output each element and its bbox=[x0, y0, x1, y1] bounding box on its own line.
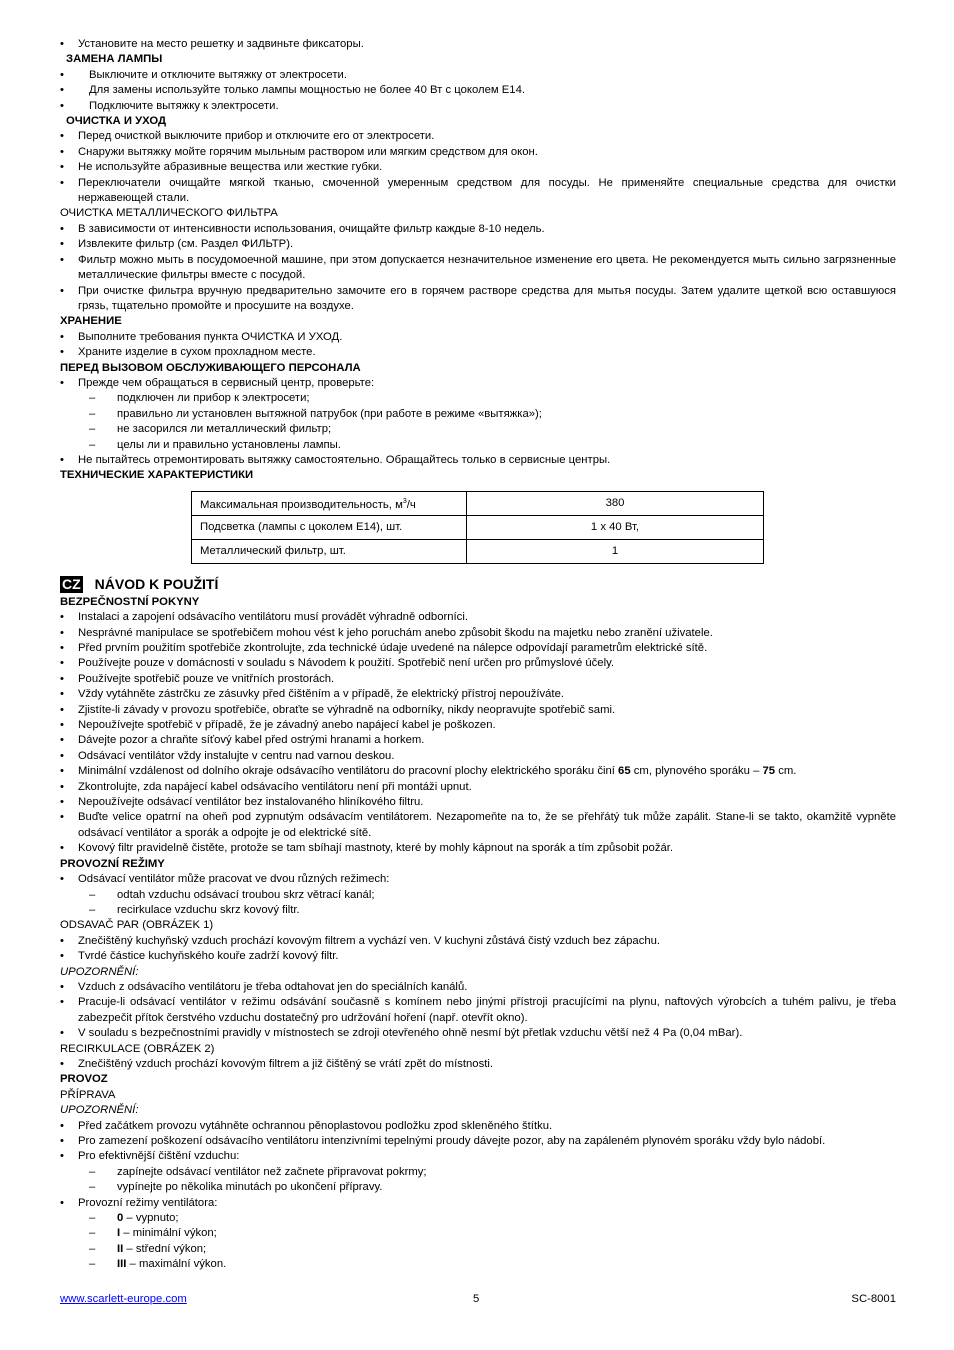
list-item: • Před začátkem provozu vytáhněte ochrannou pěnoplastovou podložku zpod skleněného štítku. bbox=[60, 1119, 896, 1134]
sub-list-item: – подключен ли прибор к электросети; bbox=[60, 391, 896, 406]
section-heading-hood: ODSAVAČ PAR (OBRÁZEK 1) bbox=[60, 919, 214, 932]
list-item: • В зависимости от интенсивности использования, очищайте фильтр каждые 8-10 недель. bbox=[60, 222, 896, 237]
list-item: • Znečištěný kuchyňský vzduch prochází kovovým filtrem a vychází ven. V kuchyni zůstává čistý vzduch bez zápachu. bbox=[60, 934, 896, 949]
list-item: • Извлеките фильтр (см. Раздел ФИЛЬТР). bbox=[60, 237, 896, 252]
list-item: • Vždy vytáhněte zástrčku ze zásuvky před čištěním a v případě, že elektrický přístroj nepoužíváte. bbox=[60, 687, 896, 702]
section-heading-cleaning: ОЧИСТКА И УХОД bbox=[66, 115, 167, 128]
list-item: • Pro efektivnější čištění vzduchu: bbox=[60, 1149, 896, 1164]
section-heading-modes: PROVOZNÍ REŽIMY bbox=[60, 857, 165, 870]
cz-section-header bbox=[60, 575, 896, 595]
list-item: • Перед очисткой выключите прибор и отключите его от электросети. bbox=[60, 129, 896, 144]
table-row bbox=[192, 491, 764, 515]
list-item: • Vzduch z odsávacího ventilátoru je třeba odtahovat jen do speciálních kanálů. bbox=[60, 980, 896, 995]
list-item: • Pro zamezení poškození odsávacího ventilátoru intenzivními tepelnými proudy dávejte pozor, aby na zapáleném plynovém sporáku vždy bylo nádobí. bbox=[60, 1134, 896, 1149]
model-number: SC-8001 bbox=[851, 1293, 896, 1305]
list-item: • Подключите вытяжку к электросети. bbox=[60, 99, 896, 114]
language-badge: CZ bbox=[62, 576, 81, 593]
list-item: • Фильтр можно мыть в посудомоечной машине, при этом допускается незначительное изменение его цвета. Не рекомендуется мыть сильно загрязненные металлические фильтры вместе с посудой. bbox=[60, 253, 896, 284]
list-item: • Переключатели очищайте мягкой тканью, смоченной умеренным средством для посуды. Не применяйте специальные средства для очистки нержавеющей стали. bbox=[60, 176, 896, 207]
sub-list-item: – odtah vzduchu odsávací troubou skrz větrací kanál; bbox=[60, 888, 896, 903]
sub-list-item: – vypínejte po několika minutách po ukončení přípravy. bbox=[60, 1180, 896, 1195]
page-footer bbox=[60, 1293, 896, 1309]
list-item: • При очистке фильтра вручную предварительно замочите его в горячем растворе средства для мытья посуды. Затем удалите щеткой всю оставшуюся грязь, тщательно промойте и просушите на воздухе. bbox=[60, 284, 896, 315]
sub-list-item: – целы ли и правильно установлены лампы. bbox=[60, 438, 896, 453]
section-heading-storage: ХРАНЕНИЕ bbox=[60, 315, 122, 328]
table-cell-label: Подсветка (лампы с цоколем Е14), шт. bbox=[192, 515, 467, 539]
list-item: • Выполните требования пункта ОЧИСТКА И УХОД. bbox=[60, 330, 896, 345]
list-item: • Odsávací ventilátor může pracovat ve dvou různých režimech: bbox=[60, 872, 896, 887]
sub-list-item: – не засорился ли металлический фильтр; bbox=[60, 422, 896, 437]
sub-list-item: – II – střední výkon; bbox=[60, 1242, 896, 1257]
list-item: • Nepoužívejte odsávací ventilátor bez instalovaného hliníkového filtru. bbox=[60, 795, 896, 810]
list-item: • Снаружи вытяжку мойте горячим мыльным раствором или мягким средством для окон. bbox=[60, 145, 896, 160]
section-heading-safety: BEZPEČNOSTNÍ POKYNY bbox=[60, 595, 200, 608]
list-item: • Nesprávné manipulace se spotřebičem mohou vést k jeho poruchám anebo způsobit škodu na majetku nebo zranění uživatele. bbox=[60, 626, 896, 641]
list-item: • Před prvním použitím spotřebiče zkontrolujte, zda technické údaje uvedené na nálepce odpovídají parametrům elektrické sítě. bbox=[60, 641, 896, 656]
list-item: • Выключите и отключите вытяжку от электросети. bbox=[60, 68, 896, 83]
list-item: • Znečištěný vzduch prochází kovovým filtrem a již čištěný se vrátí zpět do místnosti. bbox=[60, 1057, 896, 1072]
sub-list-item: – zapínejte odsávací ventilátor než začnete připravovat pokrmy; bbox=[60, 1165, 896, 1180]
section-heading-metal-filter: ОЧИСТКА МЕТАЛЛИЧЕСКОГО ФИЛЬТРА bbox=[60, 207, 278, 220]
section-heading-operation: PROVOZ bbox=[60, 1073, 108, 1086]
section-heading-lamp: ЗАМЕНА ЛАМПЫ bbox=[66, 53, 163, 66]
table-row bbox=[192, 515, 764, 539]
warning-label: UPOZORNĚNÍ: bbox=[60, 965, 139, 978]
list-item: • Provozní režimy ventilátora: bbox=[60, 1196, 896, 1211]
section-heading-specs: ТЕХНИЧЕСКИЕ ХАРАКТЕРИСТИКИ bbox=[60, 469, 254, 482]
specs-table bbox=[191, 491, 764, 564]
list-item: • Не используйте абразивные вещества или жесткие губки. bbox=[60, 160, 896, 175]
list-item: • Установите на место решетку и задвиньте фиксаторы. bbox=[60, 37, 896, 52]
table-cell-value: 1 bbox=[467, 539, 764, 563]
list-item: • V souladu s bezpečnostními pravidly v místnostech se zdroji otevřeného ohně nesmí být přetlak vzduchu větší než 4 Pa (0,04 mBar). bbox=[60, 1026, 896, 1041]
list-item: • Kovový filtr pravidelně čistěte, protože se tam sbíhají mastnoty, které by mohly kápnout na sporák a tím způsobit požár. bbox=[60, 841, 896, 856]
list-item: • Nepoužívejte spotřebič v případě, že je závadný anebo napájecí kabel je poškozen. bbox=[60, 718, 896, 733]
table-cell-value: 1 х 40 Вт, bbox=[467, 515, 764, 539]
sub-list-item: – III – maximální výkon. bbox=[60, 1257, 896, 1272]
list-item: • Для замены используйте только лампы мощностью не более 40 Вт с цоколем Е14. bbox=[60, 83, 896, 98]
list-item: • Не пытайтесь отремонтировать вытяжку самостоятельно. Обращайтесь только в сервисные центры. bbox=[60, 453, 896, 468]
list-item: • Odsávací ventilátor vždy instalujte v centru nad varnou deskou. bbox=[60, 749, 896, 764]
list-item: • Прежде чем обращаться в сервисный центр, проверьте: bbox=[60, 376, 896, 391]
list-item: • Instalaci a zapojení odsávacího ventilátoru musí provádět výhradně odborníci. bbox=[60, 610, 896, 625]
table-cell-label: Максимальная производительность, $м^3/ч$ bbox=[192, 491, 467, 515]
cz-section-title: NÁVOD K POUŽITÍ bbox=[94, 576, 219, 593]
list-item: • Minimální vzdálenost od dolního okraje odsávacího ventilátoru do pracovní plochy elektrického sporáku činí 65 cm, plynového sporáku – 75 cm. bbox=[60, 764, 896, 779]
list-item: • Používejte pouze v domácnosti v souladu s Návodem k použití. Spotřebič není určen pro průmyslové účely. bbox=[60, 656, 896, 671]
section-heading-preparation: PŘÍPRAVA bbox=[60, 1088, 116, 1101]
list-item: • Dávejte pozor a chraňte síťový kabel před ostrými hranami a horkem. bbox=[60, 733, 896, 748]
list-item: • Pracuje-li odsávací ventilátor v režimu odsávání současně s komínem nebo jinými přístroji pracujícími na plynu, naftových výrobcích a tuhém palivu, je třeba zabezpečit přítok čerstvého vzduchu dostatečný pro udržování hoření (např. otevřít okno). bbox=[60, 995, 896, 1026]
page-number: 5 bbox=[473, 1293, 480, 1305]
list-item: • Tvrdé částice kuchyňského kouře zadrží kovový filtr. bbox=[60, 949, 896, 964]
sub-list-item: – recirkulace vzduchu skrz kovový filtr. bbox=[60, 903, 896, 918]
list-item: • Zjistíte-li závady v provozu spotřebiče, obraťte se výhradně na odborníky, nikdy neopravujte spotřebič sami. bbox=[60, 703, 896, 718]
website-link[interactable]: www.scarlett-europe.com bbox=[60, 1293, 187, 1305]
list-item: • Používejte spotřebič pouze ve vnitřních prostorách. bbox=[60, 672, 896, 687]
sub-list-item: – 0 – vypnuto; bbox=[60, 1211, 896, 1226]
list-item: • Zkontrolujte, zda napájecí kabel odsávacího ventilátoru není při montáži upnut. bbox=[60, 780, 896, 795]
table-row bbox=[192, 539, 764, 563]
section-heading-service: ПЕРЕД ВЫЗОВОМ ОБСЛУЖИВАЮЩЕГО ПЕРСОНАЛА bbox=[60, 361, 361, 374]
list-item: • Buďte velice opatrní na oheň pod zypnutým odsávacím ventilátorem. Nezapomeňte na to, že se přehřátý tuk může zapálit. Stane-li se takto, okamžitě vypněte odsávací ventilátor a sporák a odpojte je od elektrické sítě. bbox=[60, 810, 896, 841]
sub-list-item: – I – minimální výkon; bbox=[60, 1226, 896, 1241]
table-cell-label: Металлический фильтр, шт. bbox=[192, 539, 467, 563]
sub-list-item: – правильно ли установлен вытяжной патрубок (при работе в режиме «вытяжка»); bbox=[60, 407, 896, 422]
list-item: • Храните изделие в сухом прохладном месте. bbox=[60, 345, 896, 360]
section-heading-recirculation: RECIRKULACE (OBRÁZEK 2) bbox=[60, 1042, 215, 1055]
warning-label: UPOZORNĚNÍ: bbox=[60, 1104, 139, 1117]
document-body bbox=[60, 37, 896, 1273]
table-cell-value: 380 bbox=[467, 491, 764, 515]
